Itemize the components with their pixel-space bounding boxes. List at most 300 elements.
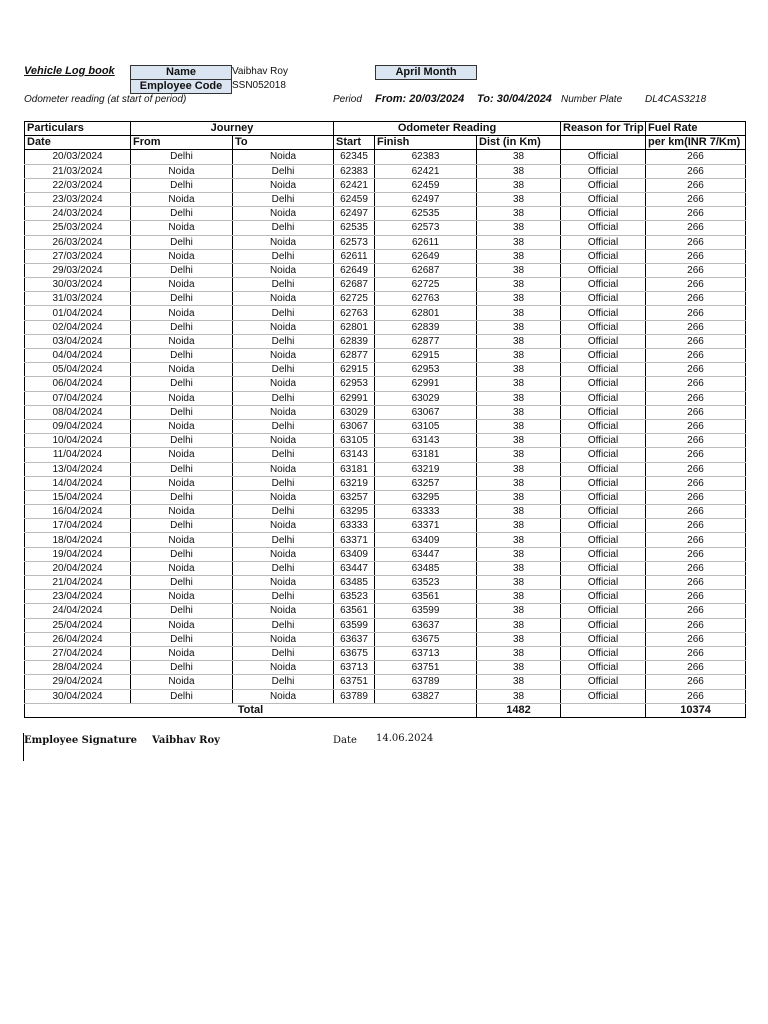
cell-finish: 63485 [375,561,477,575]
header-reason-for-trip: Reason for Trip [561,122,646,136]
cell-finish: 62497 [375,192,477,206]
cell-start: 62801 [334,320,375,334]
col-reason [561,136,646,150]
cell-date: 30/04/2024 [25,689,131,703]
cell-to: Noida [233,207,334,221]
cell-finish: 63219 [375,462,477,476]
cell-from: Delhi [131,689,233,703]
cell-reason: Official [561,150,646,164]
cell-to: Delhi [233,391,334,405]
table-row [25,547,746,561]
cell-from: Delhi [131,604,233,618]
cell-from: Delhi [131,349,233,363]
cell-distance: 38 [477,306,561,320]
cell-start: 63789 [334,689,375,703]
cell-start: 63751 [334,675,375,689]
cell-from: Delhi [131,178,233,192]
total-blank [561,703,646,717]
cell-date: 20/04/2024 [25,561,131,575]
cell-fuel-rate: 266 [646,263,746,277]
cell-finish: 63029 [375,391,477,405]
cell-finish: 63143 [375,434,477,448]
cell-from: Noida [131,590,233,604]
cell-reason: Official [561,490,646,504]
cell-to: Delhi [233,221,334,235]
cell-reason: Official [561,632,646,646]
table-row [25,618,746,632]
cell-fuel-rate: 266 [646,462,746,476]
cell-finish: 63295 [375,490,477,504]
cell-start: 62611 [334,249,375,263]
cell-reason: Official [561,604,646,618]
cell-reason: Official [561,164,646,178]
header-journey: Journey [131,122,334,136]
cell-to: Noida [233,178,334,192]
cell-finish: 62877 [375,334,477,348]
cell-finish: 62801 [375,306,477,320]
cell-distance: 38 [477,590,561,604]
table-row [25,490,746,504]
cell-fuel-rate: 266 [646,178,746,192]
table-row [25,164,746,178]
cell-finish: 63257 [375,476,477,490]
cell-distance: 38 [477,192,561,206]
cell-fuel-rate: 266 [646,505,746,519]
number-plate-label: Number Plate [561,94,623,105]
cell-fuel-rate: 266 [646,547,746,561]
cell-start: 63333 [334,519,375,533]
cell-to: Delhi [233,334,334,348]
cell-distance: 38 [477,490,561,504]
cell-to: Delhi [233,278,334,292]
cell-from: Noida [131,561,233,575]
cell-date: 18/04/2024 [25,533,131,547]
cell-reason: Official [561,278,646,292]
cell-from: Noida [131,306,233,320]
cell-date: 17/04/2024 [25,519,131,533]
table-row [25,235,746,249]
cell-reason: Official [561,221,646,235]
cell-to: Noida [233,604,334,618]
cell-reason: Official [561,462,646,476]
cell-fuel-rate: 266 [646,646,746,660]
cell-start: 63675 [334,646,375,660]
cell-to: Noida [233,576,334,590]
period-to: To: 30/04/2024 [477,93,552,105]
cell-distance: 38 [477,547,561,561]
cell-finish: 62991 [375,377,477,391]
cell-start: 62421 [334,178,375,192]
cell-date: 23/04/2024 [25,590,131,604]
cell-fuel-rate: 266 [646,434,746,448]
cell-distance: 38 [477,292,561,306]
cell-date: 15/04/2024 [25,490,131,504]
cell-start: 63257 [334,490,375,504]
cell-date: 13/04/2024 [25,462,131,476]
cell-distance: 38 [477,576,561,590]
cell-distance: 38 [477,661,561,675]
table-row [25,249,746,263]
cell-from: Delhi [131,632,233,646]
cell-reason: Official [561,675,646,689]
cell-finish: 63599 [375,604,477,618]
cell-start: 62497 [334,207,375,221]
cell-from: Delhi [131,150,233,164]
table-row [25,604,746,618]
col-start: Start [334,136,375,150]
cell-distance: 38 [477,618,561,632]
total-row [25,703,746,717]
cell-finish: 62649 [375,249,477,263]
cell-date: 28/04/2024 [25,661,131,675]
cell-date: 29/04/2024 [25,675,131,689]
vehicle-log-table [24,121,746,718]
cell-from: Delhi [131,207,233,221]
cell-fuel-rate: 266 [646,405,746,419]
cell-to: Noida [233,292,334,306]
cell-reason: Official [561,292,646,306]
cell-distance: 38 [477,320,561,334]
table-row [25,661,746,675]
cell-from: Delhi [131,462,233,476]
cell-start: 63523 [334,590,375,604]
cell-to: Noida [233,150,334,164]
cell-reason: Official [561,547,646,561]
header-odometer-reading: Odometer Reading [334,122,561,136]
cell-start: 63561 [334,604,375,618]
table-row [25,533,746,547]
cell-start: 62649 [334,263,375,277]
cell-date: 25/04/2024 [25,618,131,632]
cell-date: 25/03/2024 [25,221,131,235]
table-row [25,306,746,320]
cell-fuel-rate: 266 [646,576,746,590]
col-fuel-rate: per km(INR 7/Km) [646,136,746,150]
cell-finish: 63067 [375,405,477,419]
cell-date: 02/04/2024 [25,320,131,334]
cell-from: Delhi [131,519,233,533]
cell-from: Noida [131,221,233,235]
cell-reason: Official [561,306,646,320]
table-row [25,320,746,334]
cell-reason: Official [561,235,646,249]
cell-fuel-rate: 266 [646,377,746,391]
cell-distance: 38 [477,334,561,348]
cell-from: Noida [131,646,233,660]
cell-distance: 38 [477,263,561,277]
cell-date: 16/04/2024 [25,505,131,519]
cell-date: 07/04/2024 [25,391,131,405]
cell-from: Delhi [131,235,233,249]
cell-date: 27/04/2024 [25,646,131,660]
cell-reason: Official [561,561,646,575]
cell-start: 62763 [334,306,375,320]
cell-fuel-rate: 266 [646,363,746,377]
cell-to: Noida [233,547,334,561]
cell-reason: Official [561,178,646,192]
cell-fuel-rate: 266 [646,150,746,164]
cell-start: 63409 [334,547,375,561]
cell-fuel-rate: 266 [646,490,746,504]
cell-from: Noida [131,334,233,348]
cell-finish: 63105 [375,419,477,433]
cell-reason: Official [561,434,646,448]
cell-to: Noida [233,632,334,646]
cell-fuel-rate: 266 [646,235,746,249]
cell-fuel-rate: 266 [646,604,746,618]
cell-start: 63181 [334,462,375,476]
cell-reason: Official [561,476,646,490]
cell-from: Delhi [131,320,233,334]
cell-start: 63637 [334,632,375,646]
cell-date: 26/04/2024 [25,632,131,646]
cell-finish: 63447 [375,547,477,561]
table-row [25,349,746,363]
cell-distance: 38 [477,164,561,178]
cell-to: Noida [233,349,334,363]
cell-reason: Official [561,505,646,519]
cell-date: 11/04/2024 [25,448,131,462]
table-row [25,476,746,490]
cell-start: 63067 [334,419,375,433]
cell-fuel-rate: 266 [646,334,746,348]
cell-start: 63295 [334,505,375,519]
cell-date: 14/04/2024 [25,476,131,490]
cell-to: Noida [233,434,334,448]
cell-fuel-rate: 266 [646,278,746,292]
table-row [25,675,746,689]
cell-reason: Official [561,533,646,547]
cell-start: 62915 [334,363,375,377]
cell-distance: 38 [477,462,561,476]
table-row [25,207,746,221]
cell-fuel-rate: 266 [646,292,746,306]
cell-from: Noida [131,476,233,490]
log-rows [25,150,746,703]
cell-start: 62877 [334,349,375,363]
cell-finish: 63371 [375,519,477,533]
cell-finish: 62953 [375,363,477,377]
cell-to: Noida [233,235,334,249]
cell-fuel-rate: 266 [646,164,746,178]
cell-to: Delhi [233,590,334,604]
cell-to: Noida [233,462,334,476]
cell-to: Delhi [233,675,334,689]
cell-finish: 63827 [375,689,477,703]
cell-start: 62535 [334,221,375,235]
cell-fuel-rate: 266 [646,533,746,547]
table-row [25,405,746,419]
cell-to: Noida [233,689,334,703]
cell-distance: 38 [477,505,561,519]
cell-reason: Official [561,590,646,604]
table-row [25,263,746,277]
cell-reason: Official [561,448,646,462]
cell-distance: 38 [477,476,561,490]
cell-reason: Official [561,618,646,632]
cell-from: Delhi [131,292,233,306]
cell-to: Delhi [233,476,334,490]
cell-reason: Official [561,689,646,703]
cell-to: Delhi [233,419,334,433]
cell-start: 63713 [334,661,375,675]
cell-fuel-rate: 266 [646,419,746,433]
cell-finish: 62535 [375,207,477,221]
cell-fuel-rate: 266 [646,448,746,462]
cell-start: 63105 [334,434,375,448]
table-row [25,632,746,646]
cell-finish: 63181 [375,448,477,462]
cell-start: 62459 [334,192,375,206]
cell-distance: 38 [477,448,561,462]
cell-date: 24/03/2024 [25,207,131,221]
cell-finish: 62687 [375,263,477,277]
col-finish: Finish [375,136,477,150]
cell-from: Noida [131,391,233,405]
cell-to: Delhi [233,505,334,519]
signature-date-value: 14.06.2024 [376,733,434,744]
table-row [25,689,746,703]
cell-distance: 38 [477,235,561,249]
cell-distance: 38 [477,207,561,221]
cell-distance: 38 [477,519,561,533]
cell-to: Noida [233,320,334,334]
cell-from: Delhi [131,490,233,504]
cell-fuel-rate: 266 [646,561,746,575]
cell-reason: Official [561,320,646,334]
cell-distance: 38 [477,377,561,391]
cell-distance: 38 [477,604,561,618]
cell-fuel-rate: 266 [646,476,746,490]
cell-from: Noida [131,192,233,206]
cell-distance: 38 [477,363,561,377]
cell-to: Noida [233,519,334,533]
header-particulars: Particulars [25,122,131,136]
cell-date: 29/03/2024 [25,263,131,277]
cell-to: Delhi [233,164,334,178]
cell-date: 01/04/2024 [25,306,131,320]
cell-fuel-rate: 266 [646,632,746,646]
cell-fuel-rate: 266 [646,519,746,533]
cell-date: 03/04/2024 [25,334,131,348]
cell-from: Noida [131,249,233,263]
cell-from: Noida [131,419,233,433]
col-to: To [233,136,334,150]
cell-to: Delhi [233,192,334,206]
cell-finish: 63675 [375,632,477,646]
cell-start: 62383 [334,164,375,178]
cell-distance: 38 [477,349,561,363]
cell-fuel-rate: 266 [646,349,746,363]
cell-start: 62687 [334,278,375,292]
cell-finish: 63409 [375,533,477,547]
table-row [25,561,746,575]
cell-to: Delhi [233,646,334,660]
cell-reason: Official [561,377,646,391]
cell-to: Delhi [233,249,334,263]
cell-start: 62953 [334,377,375,391]
cell-distance: 38 [477,178,561,192]
cell-reason: Official [561,207,646,221]
cell-to: Delhi [233,363,334,377]
cell-distance: 38 [477,434,561,448]
signature-label: Employee Signature [24,735,137,746]
cell-fuel-rate: 266 [646,689,746,703]
cell-reason: Official [561,646,646,660]
cell-finish: 63789 [375,675,477,689]
cell-date: 20/03/2024 [25,150,131,164]
cell-finish: 63713 [375,646,477,660]
cell-date: 26/03/2024 [25,235,131,249]
col-from: From [131,136,233,150]
cell-from: Noida [131,618,233,632]
cell-fuel-rate: 266 [646,590,746,604]
cell-date: 05/04/2024 [25,363,131,377]
header-fuel-rate: Fuel Rate [646,122,746,136]
cell-fuel-rate: 266 [646,675,746,689]
table-row [25,519,746,533]
cell-start: 63371 [334,533,375,547]
cell-to: Noida [233,661,334,675]
odometer-note: Odometer reading (at start of period) [24,94,187,105]
cell-start: 63029 [334,405,375,419]
cell-reason: Official [561,263,646,277]
cell-finish: 62915 [375,349,477,363]
cell-fuel-rate: 266 [646,207,746,221]
cell-from: Noida [131,278,233,292]
cell-start: 63143 [334,448,375,462]
cell-distance: 38 [477,278,561,292]
employee-code-value: SSN052018 [232,80,286,91]
cell-finish: 62763 [375,292,477,306]
cell-distance: 38 [477,533,561,547]
cell-distance: 38 [477,419,561,433]
table-row [25,576,746,590]
table-row [25,363,746,377]
cell-fuel-rate: 266 [646,391,746,405]
cell-to: Delhi [233,561,334,575]
cell-date: 19/04/2024 [25,547,131,561]
cell-from: Noida [131,363,233,377]
table-row [25,178,746,192]
cell-finish: 62383 [375,150,477,164]
cell-from: Noida [131,164,233,178]
cell-date: 10/04/2024 [25,434,131,448]
table-row [25,377,746,391]
cell-distance: 38 [477,646,561,660]
cell-fuel-rate: 266 [646,320,746,334]
cell-fuel-rate: 266 [646,618,746,632]
total-distance: 1482 [477,703,561,717]
cell-reason: Official [561,192,646,206]
employee-code-label: Employee Code [130,79,232,94]
cell-from: Noida [131,675,233,689]
cell-finish: 63561 [375,590,477,604]
number-plate-value: DL4CAS3218 [645,94,707,105]
cell-from: Delhi [131,263,233,277]
cell-reason: Official [561,391,646,405]
table-row [25,192,746,206]
cell-to: Delhi [233,533,334,547]
table-row [25,150,746,164]
cell-to: Noida [233,263,334,277]
cell-from: Delhi [131,576,233,590]
cell-reason: Official [561,405,646,419]
cell-date: 23/03/2024 [25,192,131,206]
cell-date: 09/04/2024 [25,419,131,433]
cell-to: Noida [233,377,334,391]
table-row [25,278,746,292]
